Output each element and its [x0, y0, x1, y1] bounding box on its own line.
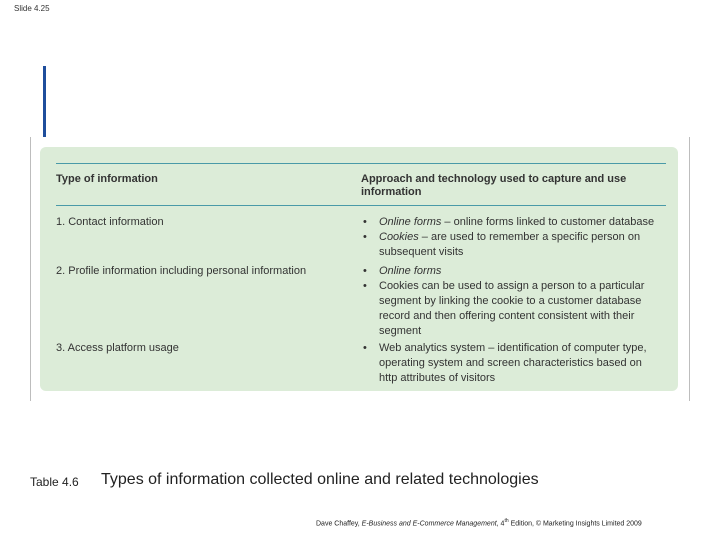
row-1-approach: [361, 215, 661, 260]
bullet-icon: •: [363, 280, 367, 292]
bullet-item: • Cookies can be used to assign a person to a particular segment by linking the cookie to a customer database record and then offering content consistent with their segment: [363, 280, 645, 337]
row-3-type: 3. Access platform usage: [56, 342, 179, 354]
row-2-approach: [361, 264, 661, 339]
table-number: Table 4.6: [30, 475, 79, 489]
bullet-item: • Cookies – are used to remember a specific person on subsequent visits: [363, 231, 641, 258]
bullet-icon: •: [363, 231, 367, 243]
bullet-icon: •: [363, 216, 367, 228]
table-frame: [30, 137, 690, 401]
header-top-rule: [56, 163, 666, 164]
bullet-item: • Online forms – online forms linked to customer database: [363, 216, 655, 228]
header-type-of-information: Type of information: [56, 173, 158, 185]
bullet-item: • Online forms: [363, 265, 442, 277]
row-2-type: 2. Profile information including personal information: [56, 265, 307, 277]
accent-bar: [43, 66, 46, 138]
table-panel: [40, 147, 678, 391]
bullet-icon: •: [363, 342, 367, 354]
row-3-approach: [361, 341, 661, 386]
bullet-item: • Web analytics system – identification of computer type, operating system and screen characteristics based on http attributes of visitors: [363, 342, 647, 384]
slide-number: Slide 4.25: [14, 4, 50, 13]
footer-citation: Dave Chaffey, E-Business and E-Commerce Management, 4th Edition, © Marketing Insights Limited 2009: [316, 518, 642, 528]
bullet-icon: •: [363, 265, 367, 277]
header-approach-technology: Approach and technology used to capture and use information: [361, 173, 627, 198]
header-bottom-rule: [56, 205, 666, 206]
table-caption-title: Types of information collected online and related technologies: [101, 471, 539, 488]
row-1-type: 1. Contact information: [56, 216, 164, 228]
